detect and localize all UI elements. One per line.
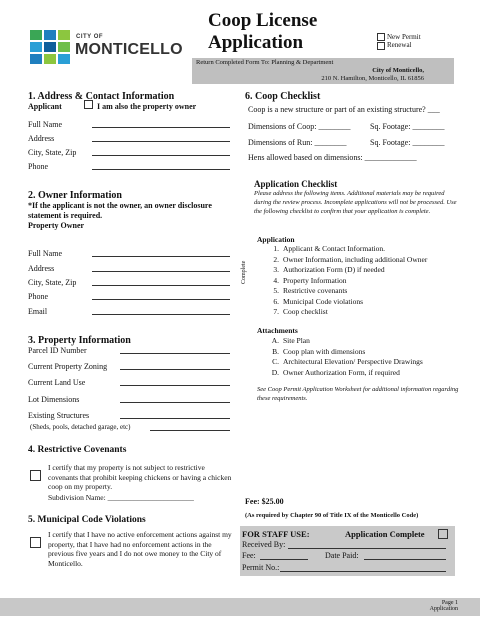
section6-heading: 6. Coop Checklist <box>245 91 321 102</box>
s2-field-label: Full Name <box>28 249 62 258</box>
attachment-item <box>265 336 423 347</box>
permit-type <box>377 33 421 50</box>
violations-checkbox[interactable] <box>30 537 41 548</box>
owner-city-input[interactable] <box>92 285 230 286</box>
attachment-item-number: C. <box>272 357 279 366</box>
application-item <box>265 297 427 308</box>
run-dimensions-field[interactable]: Dimensions of Run: ________ <box>248 138 347 147</box>
attachment-item-number: B. <box>272 346 279 356</box>
staff-fee-input[interactable] <box>260 559 308 560</box>
city-state-zip-input[interactable] <box>92 155 230 156</box>
s1-field-label: Phone <box>28 162 48 171</box>
logo-tile <box>44 30 56 40</box>
owner-email-input[interactable] <box>92 314 230 315</box>
staff-fee-label: Fee: <box>242 551 256 560</box>
application-complete-checkbox[interactable] <box>438 529 448 539</box>
application-item-number: 2. <box>273 254 279 264</box>
logo-tile <box>30 42 42 52</box>
s3-field-label: Parcel ID Number <box>28 346 87 355</box>
application-item-number: 6. <box>273 296 279 306</box>
owner-name-input[interactable] <box>92 256 230 257</box>
attachments-label: Attachments <box>257 326 298 335</box>
application-item <box>265 244 427 255</box>
see-worksheet-note: See Coop Permit Application Worksheet for additional information regarding these requirements. <box>257 386 459 402</box>
attachment-item-text: Coop plan with dimensions <box>283 346 366 356</box>
permit-no-input[interactable] <box>280 571 446 572</box>
fee-row <box>245 497 284 506</box>
s1-field-label: Full Name <box>28 120 62 129</box>
application-item-number: 4. <box>273 275 279 285</box>
attachment-item <box>265 357 423 368</box>
renewal-checkbox[interactable] <box>377 42 385 50</box>
fee-note <box>245 512 418 519</box>
attachment-item-number: D. <box>271 367 279 377</box>
return-line2: City of Monticello, <box>372 67 424 74</box>
checklist-heading: Application Checklist <box>254 179 338 189</box>
full-name-input[interactable] <box>92 127 230 128</box>
new-permit-label: New Permit <box>387 33 421 41</box>
s3-field-label: Current Property Zoning <box>28 362 108 371</box>
fee-note-text: (As required by Chapter 90 of Title IX of the <box>245 512 371 519</box>
date-paid-input[interactable] <box>364 559 446 560</box>
footer-page: Page 1 <box>441 600 458 606</box>
applicant-label: Applicant <box>28 102 62 111</box>
fee-amount: $25.00 <box>261 497 284 506</box>
zoning-input[interactable] <box>120 369 230 370</box>
attachment-item-text: Site Plan <box>283 336 310 345</box>
section5-heading: 5. Municipal Code Violations <box>28 515 146 525</box>
application-item-number: 3. <box>273 265 279 274</box>
coop-dimensions-field[interactable]: Dimensions of Coop: ________ <box>248 122 351 131</box>
permit-no-label: Permit No.: <box>242 563 280 572</box>
return-to-banner <box>192 58 454 84</box>
run-sqft-field[interactable]: Sq. Footage: ________ <box>370 138 445 147</box>
owner-phone-input[interactable] <box>92 299 230 300</box>
attachment-item-number: A. <box>271 336 279 345</box>
application-label: Application <box>257 235 295 244</box>
logo-tile <box>58 42 70 52</box>
return-line3: 210 N. Hamilton, Monticello, IL 61856 <box>321 75 424 82</box>
date-paid-label: Date Paid: <box>325 551 359 560</box>
fee-label: Fee: <box>245 497 260 506</box>
s1-field-label: Address <box>28 134 55 143</box>
lot-dimensions-input[interactable] <box>120 402 230 403</box>
application-item-text: Restrictive covenants <box>283 286 348 295</box>
section2-heading: 2. Owner Information <box>28 190 122 201</box>
attachment-item <box>265 347 423 358</box>
application-item-number: 5. <box>273 286 279 295</box>
attachment-item-text: Architectural Elevation/ Perspective Drawings <box>283 357 423 366</box>
address-input[interactable] <box>92 141 230 142</box>
city-logo-mark <box>30 30 72 66</box>
land-use-input[interactable] <box>120 385 230 386</box>
staff-heading: FOR STAFF USE: <box>242 529 310 539</box>
application-item <box>265 276 427 287</box>
application-item <box>265 307 427 318</box>
footer-text <box>430 600 458 612</box>
section3-heading: 3. Property Information <box>28 335 131 346</box>
hens-allowed-field[interactable]: Hens allowed based on dimensions: _____________ <box>248 153 417 162</box>
logo-city-of: CITY OF <box>76 34 104 40</box>
staff-use-box <box>240 526 455 576</box>
covenants-text: I certify that my property is not subject to restrictive covenants that prohibit keeping chickens or having a chicken coop on my property. <box>48 463 232 491</box>
footer-label: Application <box>429 606 458 612</box>
phone-input[interactable] <box>92 169 230 170</box>
application-item-text: Coop checklist <box>283 307 328 316</box>
owner-disclosure-note: *If the applicant is not the owner, an owner disclosure statement is required. <box>28 201 212 220</box>
application-item <box>265 255 427 266</box>
return-line1: Return Completed Form To: Planning & Department <box>196 59 334 66</box>
section1-heading: 1. Address & Contact Information <box>28 91 175 102</box>
form-title <box>208 10 317 54</box>
structures-input[interactable] <box>120 418 230 419</box>
s2-field-label: Address <box>28 264 55 273</box>
s1-field-label: City, State, Zip <box>28 148 77 157</box>
coop-structure-question[interactable]: Coop is a new structure or part of an existing structure? ___ <box>248 105 440 114</box>
property-owner-label: Property Owner <box>28 221 85 230</box>
application-complete-label: Application Complete <box>345 529 425 539</box>
title-line1: Coop License <box>208 10 318 31</box>
title-line2: Application <box>208 32 304 53</box>
application-item-text: Applicant & Contact Information. <box>283 244 386 253</box>
application-item-list <box>265 244 427 318</box>
received-by-label: Received By: <box>242 540 286 549</box>
owner-address-input[interactable] <box>92 271 230 272</box>
application-item-text: Authorization Form (D) if needed <box>283 265 385 274</box>
attachment-item-text: Owner Authorization Form, if required <box>283 367 400 377</box>
application-item-text: Property Information <box>283 275 347 285</box>
logo-tile <box>30 54 42 64</box>
new-permit-checkbox[interactable] <box>377 33 385 41</box>
s3-field-label: Lot Dimensions <box>28 395 80 404</box>
logo-tile <box>58 54 70 64</box>
s2-field-label: Email <box>28 307 48 316</box>
s3-field-label: Existing Structures <box>28 411 90 420</box>
logo-city-name: MONTICELLO <box>75 41 183 58</box>
complete-vertical-label: Complete <box>241 260 247 284</box>
logo-tile <box>30 30 42 40</box>
coop-sqft-field[interactable]: Sq. Footage: ________ <box>370 122 445 131</box>
subdivision-field[interactable]: Subdivision Name: _______________________ <box>48 493 194 502</box>
logo-tile <box>44 42 56 52</box>
s2-field-label: Phone <box>28 292 48 301</box>
section4-heading: 4. Restrictive Covenants <box>28 445 127 455</box>
parcel-id-input[interactable] <box>120 353 230 354</box>
s2-field-label: City, State, Zip <box>28 278 77 287</box>
application-item-text: Owner Information, including additional Owner <box>283 254 428 264</box>
owner-check-label: I am also the property owner <box>97 102 197 111</box>
owner-checkbox[interactable] <box>84 100 93 109</box>
checklist-intro: Please address the following items. Additional materials may be required during the review process. Incomplete applications will not be processed. Use the following checklist to confirm that your application is complete. <box>254 190 457 215</box>
attachment-item-list <box>265 336 423 378</box>
violations-text: I certify that I have no active enforcement actions against my property, that I have had no enforcement actions in the previous five years and I do not owe money to the City of Monticello. <box>48 530 232 568</box>
application-item-text: Municipal Code violations <box>283 296 363 306</box>
application-item-number: 1. <box>273 244 279 253</box>
covenants-checkbox[interactable] <box>30 470 41 481</box>
renewal-label: Renewal <box>387 41 412 50</box>
structures-input-2[interactable] <box>150 430 230 431</box>
structures-note: (Sheds, pools, detached garage, etc) <box>30 423 131 431</box>
s3-field-label: Current Land Use <box>28 378 86 387</box>
logo-tile <box>44 54 56 64</box>
page-footer <box>0 598 480 616</box>
received-by-input[interactable] <box>288 548 446 549</box>
application-item <box>265 286 427 297</box>
logo-tile <box>58 30 70 40</box>
application-item <box>265 265 427 276</box>
attachment-item <box>265 368 423 379</box>
application-item-number: 7. <box>273 307 279 316</box>
fee-note-code: Monticello Code) <box>370 512 419 519</box>
